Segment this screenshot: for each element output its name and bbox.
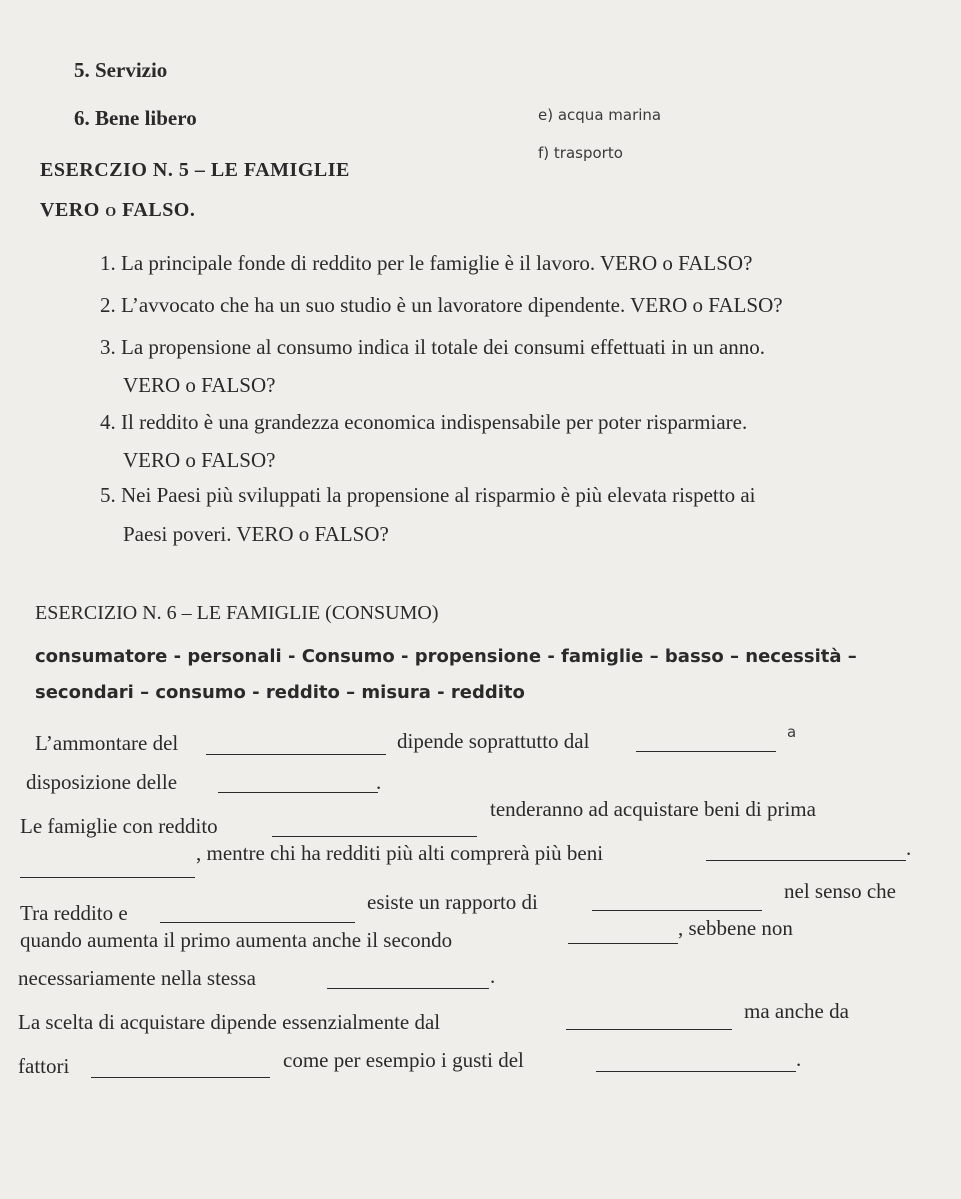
blank-7[interactable] xyxy=(160,922,355,923)
fill-line-4-mid: , mentre chi ha redditi più alti comprerà più beni xyxy=(196,841,604,865)
exercise-5-title: ESERCZIO N. 5 – LE FAMIGLIE xyxy=(40,159,350,181)
fill-line-3-end: tenderanno ad acquistare beni di prima xyxy=(490,797,816,821)
fill-line-2-start: disposizione delle xyxy=(26,770,178,794)
exercise-6-title: ESERCIZIO N. 6 – LE FAMIGLIE (CONSUMO) xyxy=(35,602,439,624)
question-4-line-1: 4. Il reddito è una grandezza economica indispensabile per poter risparmiare. xyxy=(100,410,748,434)
fill-line-1-end: a xyxy=(787,723,797,741)
blank-10[interactable] xyxy=(327,988,489,989)
blank-9[interactable] xyxy=(568,943,678,944)
exercise-5-subtitle: VERO o FALSO. xyxy=(40,199,196,221)
fill-line-4-end: . xyxy=(906,836,912,860)
question-2: 2. L’avvocato che ha un suo studio è un lavoratore dipendente. VERO o FALSO? xyxy=(100,293,783,317)
question-1: 1. La principale fonde di reddito per le famiglie è il lavoro. VERO o FALSO? xyxy=(100,251,753,275)
list-item-bene-libero: 6. Bene libero xyxy=(74,106,197,130)
fill-line-6-end: , sebbene non xyxy=(678,916,793,940)
question-4-line-2: VERO o FALSO? xyxy=(123,448,276,472)
fill-line-1-mid: dipende soprattutto dal xyxy=(397,729,590,753)
fill-line-9-start: fattori xyxy=(18,1054,70,1078)
blank-5[interactable] xyxy=(20,877,195,878)
blank-1[interactable] xyxy=(206,754,386,755)
fill-line-5-mid: esiste un rapporto di xyxy=(367,890,538,914)
fill-line-1-start: L’ammontare del xyxy=(35,731,179,755)
fill-line-3-start: Le famiglie con reddito xyxy=(20,814,218,838)
blank-3[interactable] xyxy=(218,792,378,793)
blank-4[interactable] xyxy=(272,836,477,837)
blank-12[interactable] xyxy=(91,1077,270,1078)
fill-line-9-mid: come per esempio i gusti del xyxy=(283,1048,524,1072)
blank-13[interactable] xyxy=(596,1071,796,1072)
word-bank-line-1: consumatore - personali - Consumo - propensione - famiglie – basso – necessità – xyxy=(35,646,857,667)
question-3-line-2: VERO o FALSO? xyxy=(123,373,276,397)
question-5-line-2: Paesi poveri. VERO o FALSO? xyxy=(123,522,389,546)
option-trasporto: f) trasporto xyxy=(538,144,623,162)
blank-8[interactable] xyxy=(592,910,762,911)
fill-line-2-end: . xyxy=(376,770,382,794)
question-5-line-1: 5. Nei Paesi più sviluppati la propensione al risparmio è più elevata rispetto ai xyxy=(100,483,756,507)
blank-6[interactable] xyxy=(706,860,906,861)
fill-line-8-start: La scelta di acquistare dipende essenzialmente dal xyxy=(18,1010,441,1034)
fill-line-7-end: . xyxy=(490,964,496,988)
fill-line-9-end: . xyxy=(796,1047,802,1071)
fill-line-6-start: quando aumenta il primo aumenta anche il secondo xyxy=(20,928,453,952)
fill-line-5-start: Tra reddito e xyxy=(20,901,128,925)
question-3-line-1: 3. La propensione al consumo indica il totale dei consumi effettuati in un anno. xyxy=(100,335,766,359)
option-acqua-marina: e) acqua marina xyxy=(538,106,662,124)
fill-line-5-end: nel senso che xyxy=(784,879,896,903)
word-bank-line-2: secondari – consumo - reddito – misura - reddito xyxy=(35,682,525,703)
fill-line-8-end: ma anche da xyxy=(744,999,849,1023)
fill-line-7-start: necessariamente nella stessa xyxy=(18,966,256,990)
list-item-servizio: 5. Servizio xyxy=(74,58,168,82)
blank-11[interactable] xyxy=(566,1029,732,1030)
blank-2[interactable] xyxy=(636,751,776,752)
